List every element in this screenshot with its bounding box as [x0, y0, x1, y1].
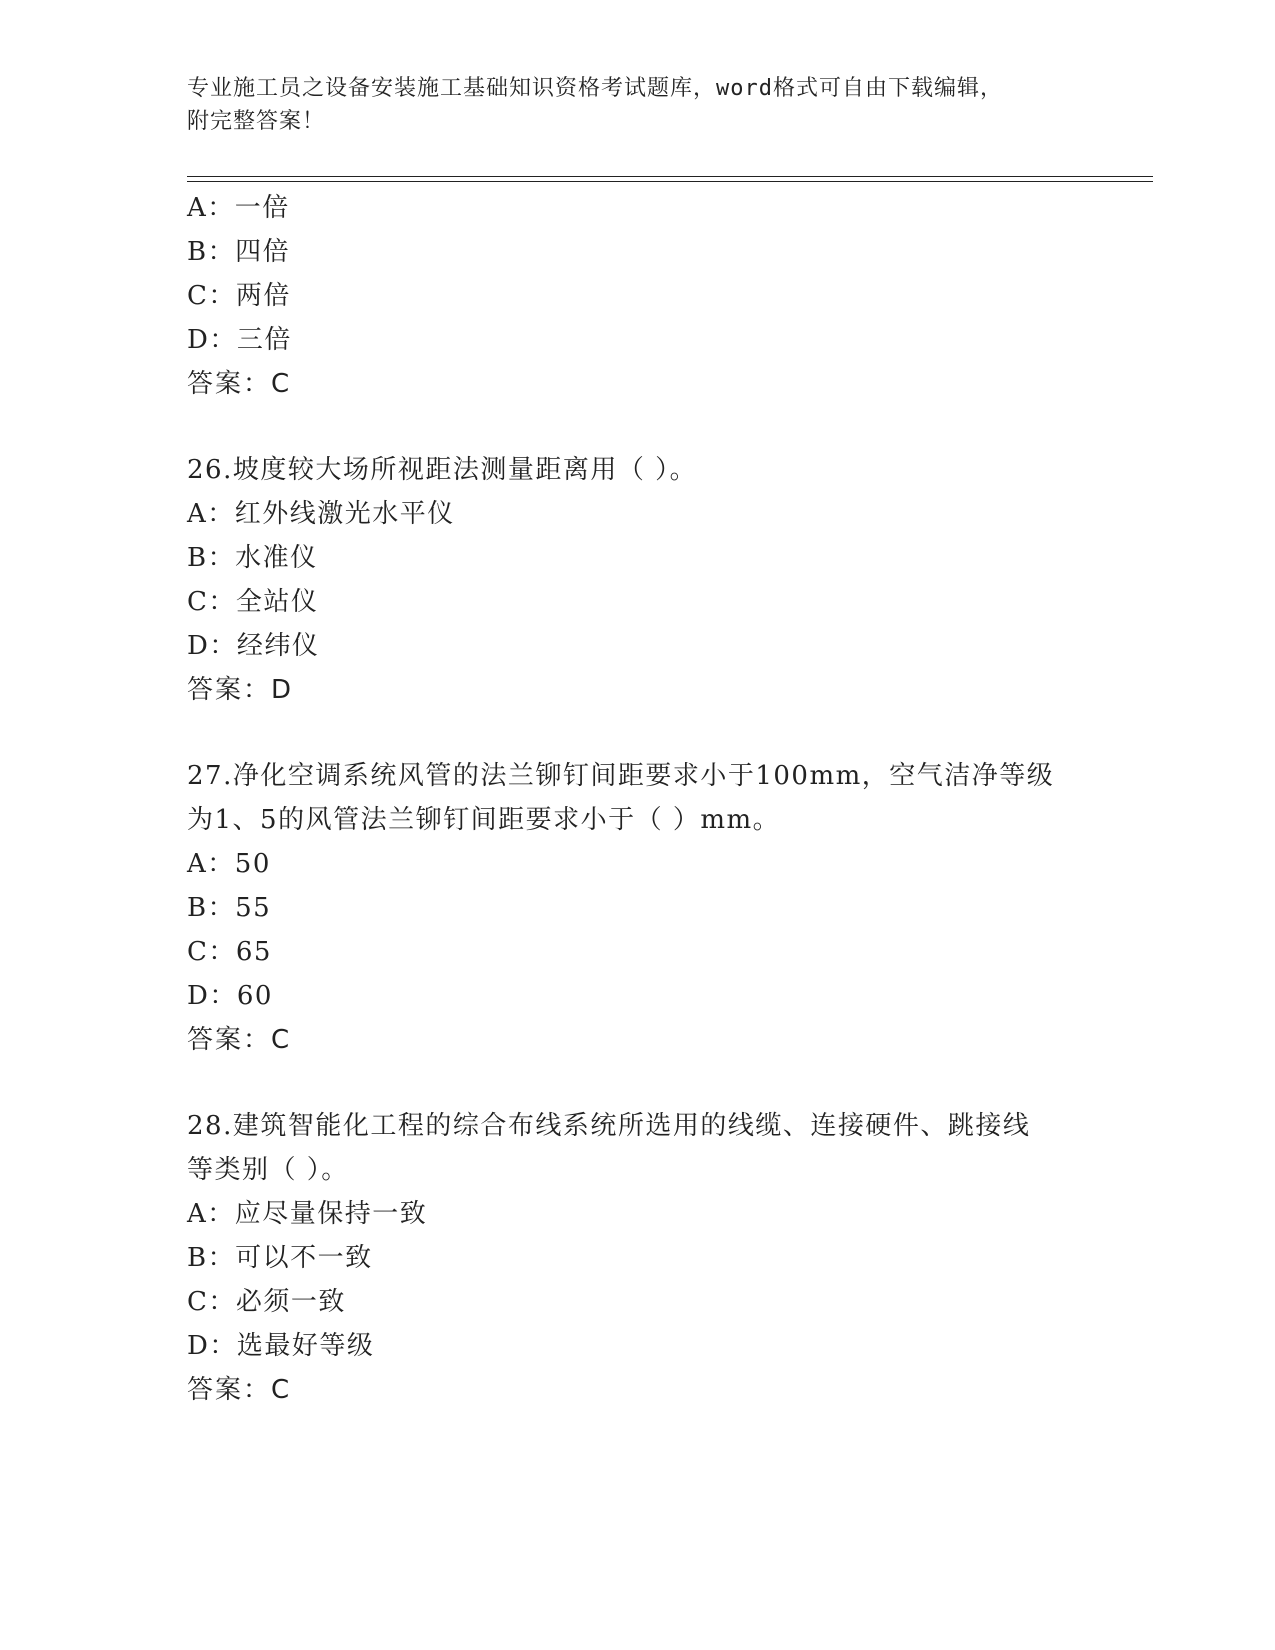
option-d: D：选最好等级: [187, 1331, 375, 1361]
header-divider-bottom: [187, 181, 1153, 182]
option-c: C：65: [187, 937, 272, 967]
document-header: [187, 72, 1087, 138]
header-line-1: 专业施工员之设备安装施工基础知识资格考试题库，word格式可自由下载编辑，: [187, 76, 1003, 101]
option-b: B：55: [187, 893, 272, 923]
question-stem: 28.建筑智能化工程的综合布线系统所选用的线缆、连接硬件、跳接线: [187, 1111, 1031, 1141]
option-a: A：应尽量保持一致: [187, 1199, 428, 1229]
option-c: C：两倍: [187, 281, 291, 311]
option-c: C：必须一致: [187, 1287, 346, 1317]
answer: 答案：C: [187, 1375, 292, 1405]
header-line-2: 附完整答案！: [187, 109, 326, 134]
option-d: D：经纬仪: [187, 631, 320, 661]
option-b: B：可以不一致: [187, 1243, 373, 1273]
option-a: A：50: [187, 849, 271, 879]
option-b: B：水准仪: [187, 543, 318, 573]
question-stem-continued: 等类别（ ）。: [187, 1155, 349, 1185]
answer: 答案：C: [187, 1025, 292, 1055]
option-d: D：60: [187, 981, 273, 1011]
option-c: C：全站仪: [187, 587, 319, 617]
option-a: A：红外线激光水平仪: [187, 499, 455, 529]
question-stem-continued: 为1、5的风管法兰铆钉间距要求小于（ ）mm。: [187, 805, 781, 835]
header-divider-top: [187, 176, 1153, 177]
answer: 答案：D: [187, 675, 294, 705]
option-b: B：四倍: [187, 237, 291, 267]
answer: 答案：C: [187, 369, 292, 399]
option-d: D：三倍: [187, 325, 292, 355]
option-a: A：一倍: [187, 193, 290, 223]
question-stem: 26.坡度较大场所视距法测量距离用（ ）。: [187, 455, 698, 485]
question-stem: 27.净化空调系统风管的法兰铆钉间距要求小于100mm，空气洁净等级: [187, 761, 1055, 791]
